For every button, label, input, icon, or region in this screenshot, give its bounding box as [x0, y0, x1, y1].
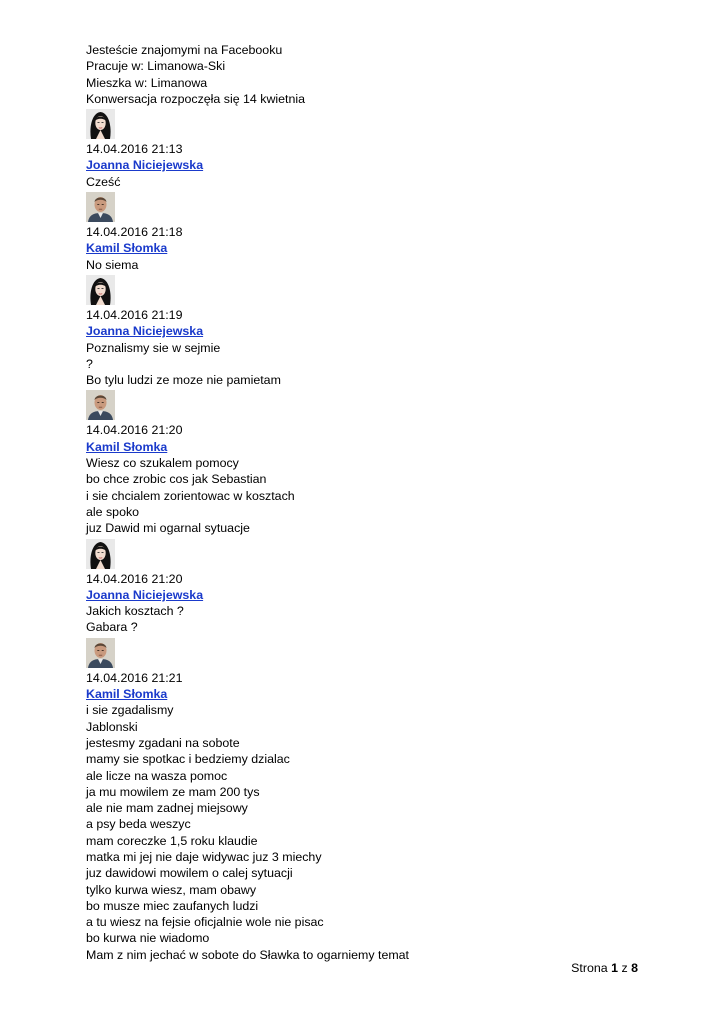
message-text: No siema — [86, 257, 139, 272]
author-link[interactable]: Joanna Niciejewska — [86, 324, 204, 339]
author-line — [86, 323, 646, 339]
message-text: a psy beda weszyc — [86, 817, 191, 832]
author-line — [86, 686, 646, 702]
message-text: i sie zgadalismy — [86, 703, 174, 718]
page-footer — [571, 961, 638, 975]
message-text: juz dawidowi mowilem o calej sytuacji — [86, 866, 293, 881]
message-text: Mam z nim jechać w sobote do Sławka to ogarniemy temat — [86, 947, 409, 962]
residence-line: Mieszka w: Limanowa — [86, 75, 208, 90]
message-text: Bo tylu ludzi ze moze nie pamietam — [86, 373, 281, 388]
message-text: mamy sie spotkac i bedziemy dzialac — [86, 752, 290, 767]
message-block — [86, 390, 646, 536]
message-block — [86, 539, 646, 636]
message-text: juz Dawid mi ogarnal sytuacje — [86, 521, 250, 536]
message-text: tylko kurwa wiesz, mam obawy — [86, 882, 257, 897]
message-text: mam coreczke 1,5 roku klaudie — [86, 833, 258, 848]
author-link[interactable]: Joanna Niciejewska — [86, 587, 204, 602]
message-text: Wiesz co szukalem pomocy — [86, 456, 239, 471]
message-text: ale spoko — [86, 504, 140, 519]
message-block — [86, 109, 646, 190]
profile-header — [86, 42, 646, 107]
message-text: matka mi jej nie daje widywac juz 3 miechy — [86, 849, 322, 864]
message-text: ? — [86, 356, 93, 371]
message-text: Jakich kosztach ? — [86, 604, 184, 619]
message-list — [86, 109, 646, 963]
message-text: ale licze na wasza pomoc — [86, 768, 228, 783]
message-text: i sie chcialem zorientowac w kosztach — [86, 488, 295, 503]
author-line — [86, 439, 646, 455]
author-link[interactable]: Joanna Niciejewska — [86, 158, 204, 173]
page-number: 1 — [611, 961, 618, 975]
message-text: ja mu mowilem ze mam 200 tys — [86, 784, 260, 799]
avatar[interactable] — [86, 390, 115, 420]
author-line — [86, 240, 646, 256]
message-text: bo musze miec zaufanych ludzi — [86, 898, 259, 913]
author-link[interactable]: Kamil Słomka — [86, 241, 168, 256]
conversation-start-line: Konwersacja rozpoczęła się 14 kwietnia — [86, 91, 306, 106]
conversation-export — [86, 42, 646, 963]
friend-status-line: Jesteście znajomymi na Facebooku — [86, 43, 283, 57]
message-text: bo kurwa nie wiadomo — [86, 931, 210, 946]
avatar[interactable] — [86, 192, 115, 222]
avatar[interactable] — [86, 275, 115, 305]
author-link[interactable]: Kamil Słomka — [86, 687, 168, 702]
workplace-line: Pracuje w: Limanowa-Ski — [86, 59, 226, 74]
message-text: Gabara ? — [86, 620, 138, 635]
message-timestamp: 14.04.2016 21:20 — [86, 571, 183, 586]
message-block — [86, 638, 646, 963]
message-timestamp: 14.04.2016 21:19 — [86, 307, 183, 322]
message-text: Poznalismy sie w sejmie — [86, 340, 221, 355]
author-line — [86, 157, 646, 173]
message-timestamp: 14.04.2016 21:20 — [86, 423, 183, 438]
message-text: ale nie mam zadnej miejsowy — [86, 801, 248, 816]
page-total: 8 — [631, 961, 638, 975]
message-text: a tu wiesz na fejsie oficjalnie wole nie pisac — [86, 915, 324, 930]
page-separator: z — [621, 961, 628, 975]
message-text: Cześć — [86, 174, 121, 189]
avatar[interactable] — [86, 109, 115, 139]
author-link[interactable]: Kamil Słomka — [86, 439, 168, 454]
message-text: bo chce zrobic cos jak Sebastian — [86, 472, 267, 487]
author-line — [86, 587, 646, 603]
page-prefix: Strona — [571, 961, 608, 975]
message-timestamp: 14.04.2016 21:13 — [86, 142, 183, 157]
avatar[interactable] — [86, 638, 115, 668]
message-timestamp: 14.04.2016 21:21 — [86, 670, 183, 685]
message-block — [86, 192, 646, 273]
message-text: jestesmy zgadani na sobote — [86, 735, 240, 750]
message-text: Jablonski — [86, 719, 138, 734]
message-timestamp: 14.04.2016 21:18 — [86, 225, 183, 240]
message-block — [86, 275, 646, 388]
avatar[interactable] — [86, 539, 115, 569]
